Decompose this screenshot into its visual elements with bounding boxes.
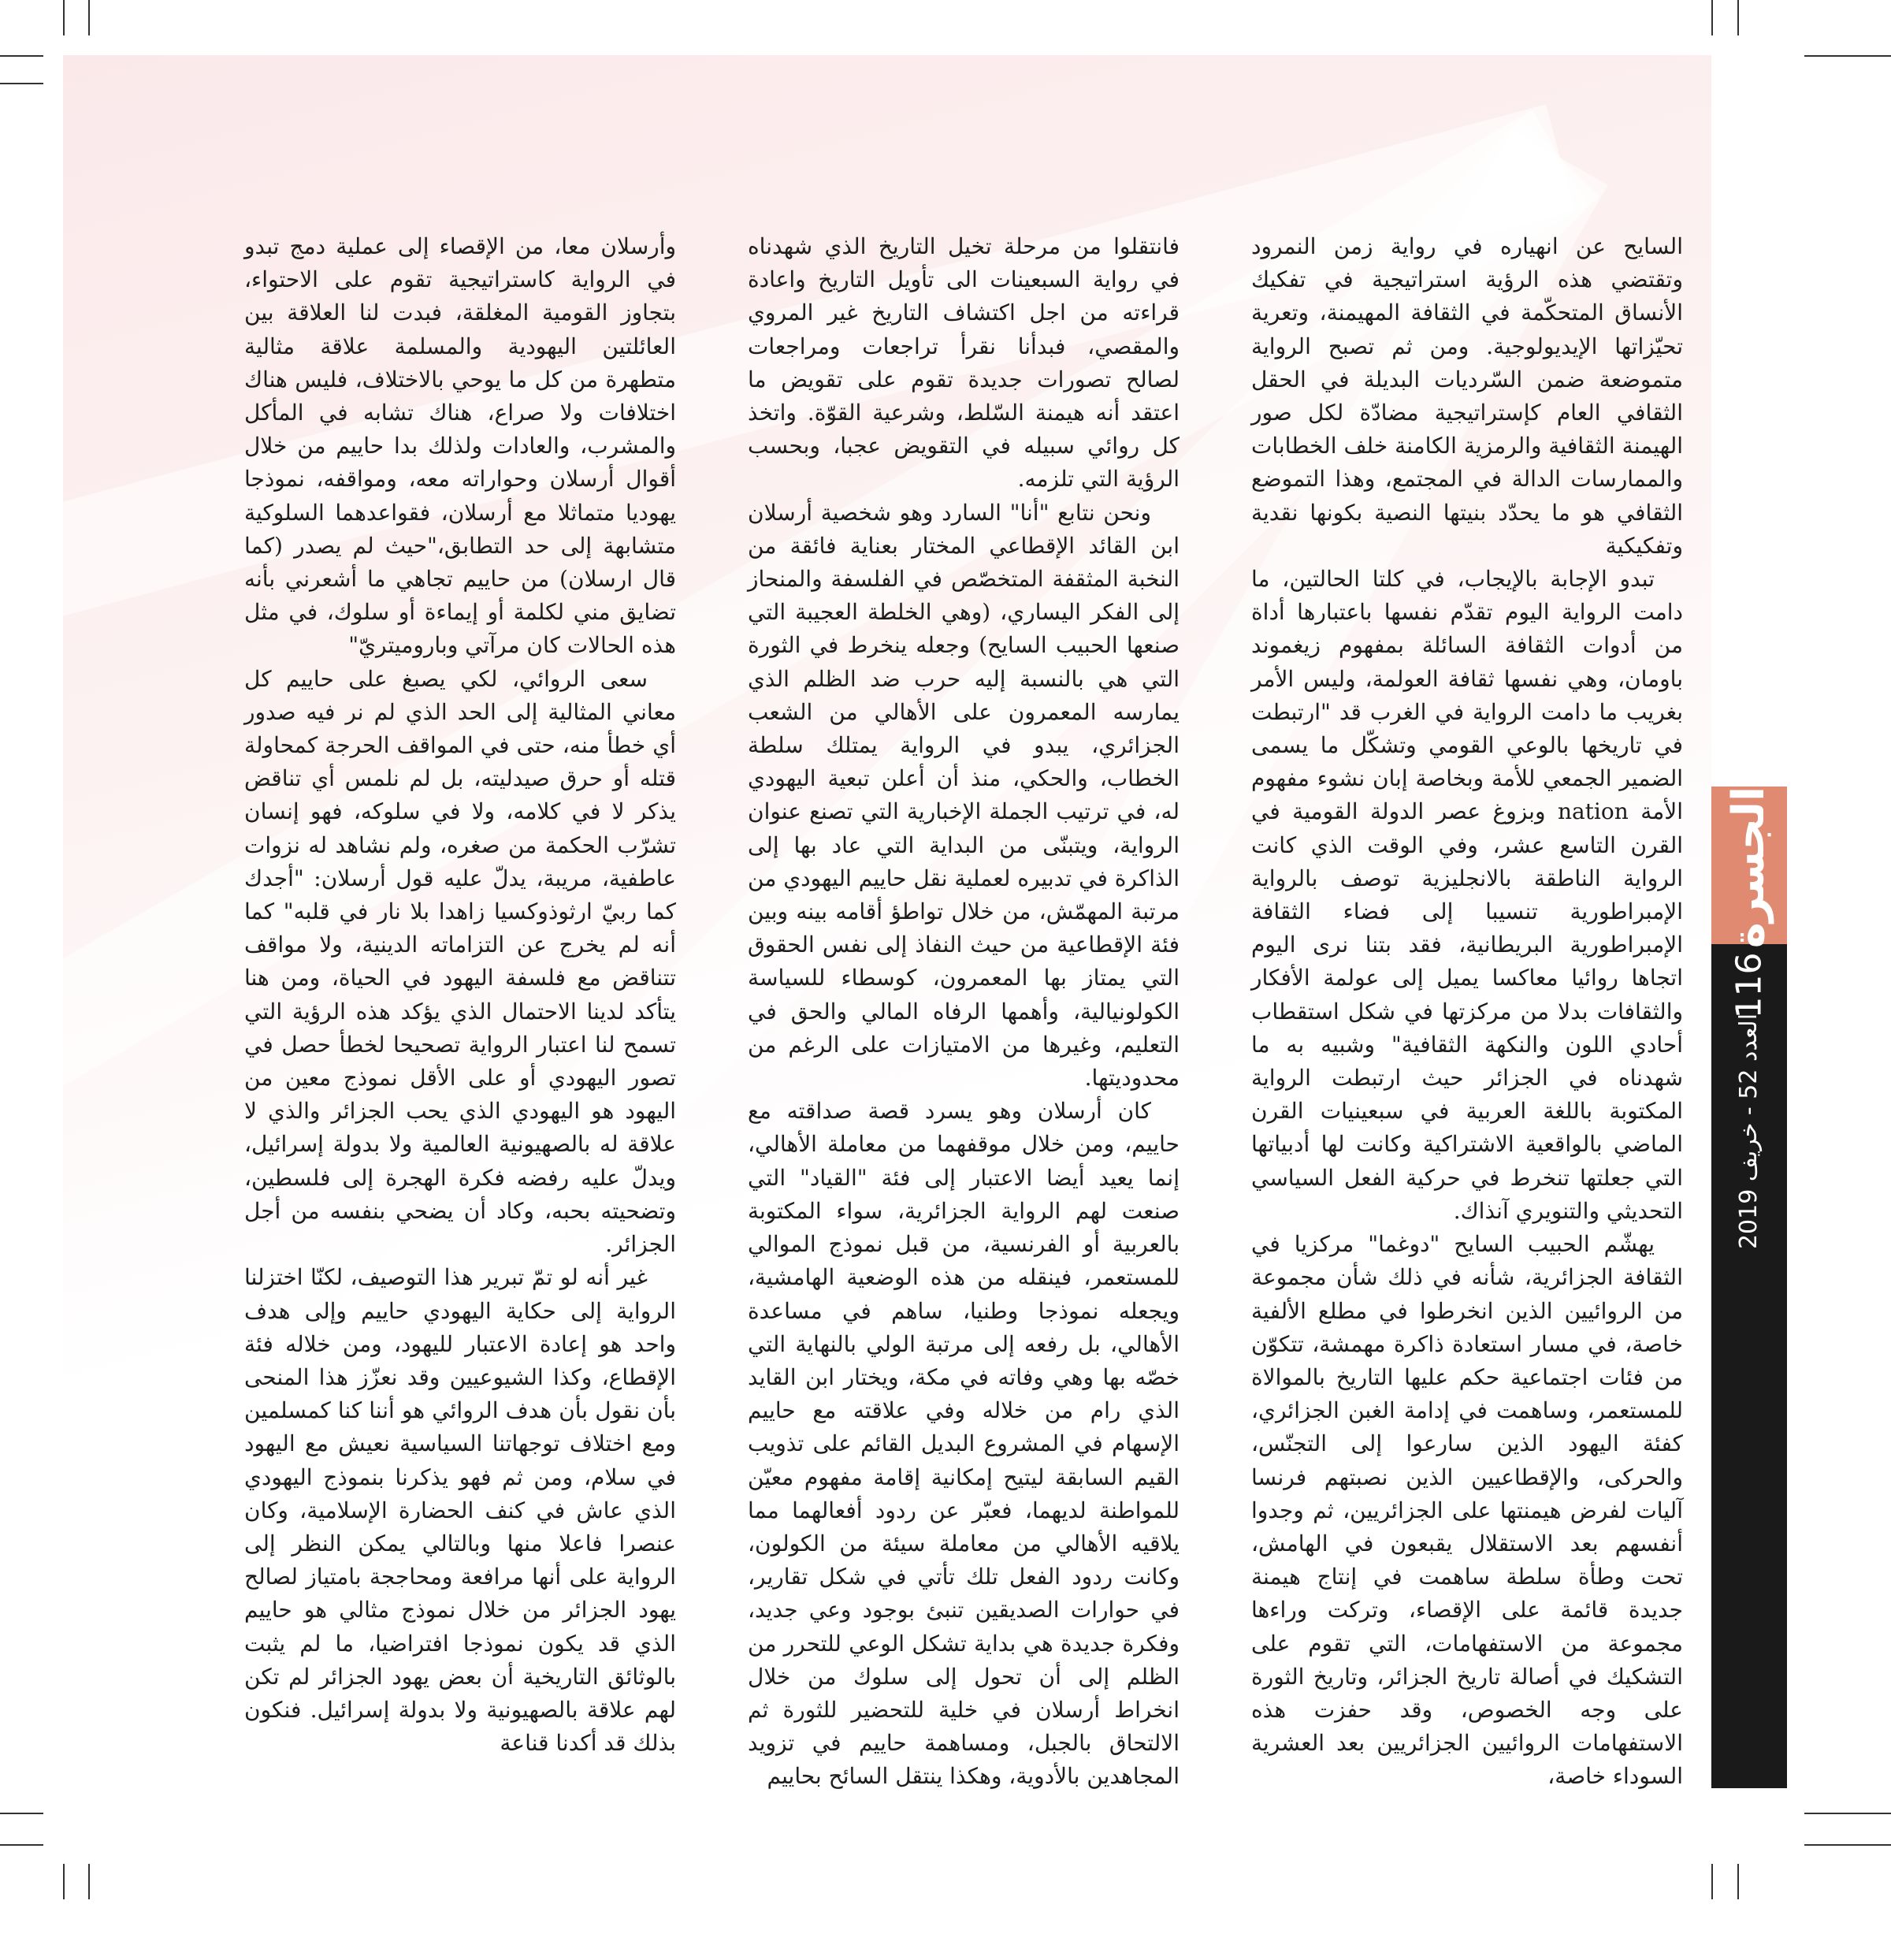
crop-mark <box>0 1813 43 1814</box>
crop-mark <box>1711 0 1713 35</box>
paragraph: يهشّم الحبيب السايح "دوغما" مركزيا في الثقافة الجزائرية، شأنه في ذلك شأن مجموعة من الروائيين الذين انخرطوا في مطلع الألفية خاصة، في مسار استعادة ذاكرة مهمشة، تتكوّن من فئات اجتماعية حكم عليها التاريخ بالموالاة للمستعمر، وساهمت في إدامة الغبن الجزائري، كفئة اليهود الذين سارعوا إلى التجنّس، والحركى، والإقطاعيين الذين نصبتهم فرنسا آليات لفرض هيمنتها على الجزائريين، ثم وجدوا أنفسهم بعد الاستقلال يقبعون في الهامش، تحت وطأة سلطة ساهمت في إنتاج هيمنة جديدة قائمة على الإقصاء، وتركت وراءها مجموعة من الاستفهامات، التي تقوم على التشكيك في أصالة تاريخ الجزائر، وتاريخ الثورة على وجه الخصوص، وقد حفزت هذه الاستفهامات الروائيين الجزائريين بعد العشرية السوداء خاصة، <box>1251 1231 1683 1790</box>
paragraph: فانتقلوا من مرحلة تخيل التاريخ الذي شهدناه في رواية السبعينات الى تأويل التاريخ واعادة قراءته من اجل اكتشاف التاريخ غير المروي والمقصي، فبدأنا نقرأ تراجعات ومراجعات لصالح تصورات جديدة تقوم على تقويض ما اعتقد أنه هيمنة السّلط، وشرعية القوّة. واتخذ كل روائي سبيله في التقويض عجبا، وبحسب الرؤية التي تلزمه. <box>748 233 1180 493</box>
crop-mark <box>1804 55 1891 57</box>
magazine-logo: الجسرة <box>1723 786 1775 948</box>
article-column-left <box>244 230 676 1757</box>
page-number: 116 <box>1729 952 1770 1018</box>
crop-mark <box>1711 1864 1713 1899</box>
article-column-right <box>1251 230 1683 1790</box>
crop-mark <box>88 0 90 35</box>
paragraph: كان أرسلان وهو يسرد قصة صداقته مع حاييم، ومن خلال موقفهما من معاملة الأهالي، إنما يعيد أيضا الاعتبار إلى فئة "القياد" التي صنعت لهم الرواية الجزائرية، سواء المكتوبة بالعربية أو الفرنسية، من قبل نموذج الموالي للمستعمر، فينقله من هذه الوضعية الهامشية، ويجعله نموذجا وطنيا، ساهم في مساعدة الأهالي، بل رفعه إلى مرتبة الولي بالنهاية التي خصّه بها وهي وفاته في مكة، ويختار ابن القايد الذي رام من خلاله وفي علاقته مع حاييم الإسهام في المشروع البديل القائم على تذويب القيم السابقة ليتيح إمكانية إقامة مفهوم معيّن للمواطنة لديهما، فعبّر عن ردود أفعالهما مما يلاقيه الأهالي من معاملة سيئة من الكولون، وكانت ردود الفعل تلك تأتي في شكل تقارير، في حوارات الصديقين تنبئ بوجود وعي جديد، وفكرة جديدة هي بداية تشكل الوعي للتحرر من الظلم إلى أن تحول إلى سلوك من خلال انخراط أرسلان في خلية للتحضير للثورة ثم الالتحاق بالجبل، ومساهمة حاييم في تزويد المجاهدين بالأدوية، وهكذا ينتقل السائح بحاييم <box>748 1098 1180 1790</box>
article-body <box>244 230 1686 1790</box>
crop-mark <box>1804 1813 1891 1814</box>
paragraph: ونحن نتابع "أنا" السارد وهو شخصية أرسلان ابن القائد الإقطاعي المختار بعناية فائقة من النخبة المثقفة المتخصّص في الفلسفة والمنحاز إلى الفكر اليساري، (وهي الخلطة العجيبة التي صنعها الحبيب السايح) وجعله ينخرط في الثورة التي هي بالنسبة إليه حرب ضد الظلم الذي يمارسه المعمرون على الأهالي من الشعب الجزائري، يبدو في الرواية يمتلك سلطة الخطاب، والحكي، منذ أن أعلن تبعية اليهودي له، في ترتيب الجملة الإخبارية التي تصنع عنوان الرواية، ويتبنّى من البداية التي عاد بها إلى الذاكرة في تدبيره لعملية نقل حاييم اليهودي من مرتبة المهمّش، من خلال تواطؤ أقامه بينه وبين فئة الإقطاعية من حيث النفاذ إلى نفس الحقوق التي يمتاز بها المعمرون، كوسطاء للسياسة الكولونيالية، وأهمها الرفاه المالي والحق في التعليم، وغيرها من الامتيازات على الرغم من محدوديتها. <box>748 499 1180 1092</box>
crop-mark <box>88 1864 90 1899</box>
crop-mark <box>1737 1864 1739 1899</box>
crop-mark <box>0 83 43 84</box>
paragraph: السايح عن انهياره في رواية زمن النمرود وتقتضي هذه الرؤية استراتيجية في تفكيك الأنساق المتحكّمة في الثقافة المهيمنة، وتعرية تحيّزاتها الإيديولوجية. ومن ثم تصبح الرواية متموضعة ضمن السّرديات البديلة في الحقل الثقافي العام كإستراتيجية مضادّة لكل صور الهيمنة الثقافية والرمزية الكامنة خلف الخطابات والممارسات الدالة في المجتمع، وهذا التموضع الثقافي هو ما يحدّد بنيتها النصية بكونها نقدية وتفكيكية <box>1251 233 1683 559</box>
issue-label: العدد 52 - خريف 2019 <box>1735 1013 1763 1249</box>
crop-mark <box>0 1844 43 1846</box>
paragraph: سعى الروائي، لكي يصبغ على حاييم كل معاني المثالية إلى الحد الذي لم نر فيه صدور أي خطأ منه، حتى في المواقف الحرجة كمحاولة قتله أو حرق صيدليته، بل لم نلمس أي تناقض يذكر لا في كلامه، ولا في سلوكه، فهو إنسان تشرّب الحكمة من صغره، ولم نشاهد له نزوات عاطفية، مريبة، يدلّ عليه قول أرسلان: "أجدك كما ربيّ ارثوذوكسيا زاهدا بلا نار في قلبه" كما أنه لم يخرج عن التزاماته الدينية، ولا مواقف تتناقض مع فلسفة اليهود في الحياة، ومن هنا يتأكد لدينا الاحتمال الذي يؤكد هذه الرؤية التي تسمح لنا اعتبار الرواية تصحيحا لخطأ حصل في تصور اليهودي أو على الأقل نموذج معين من اليهود هو اليهودي الذي يحب الجزائر والذي لا علاقة له بالصهيونية العالمية ولا بدولة إسرائيل، ويدلّ عليه رفضه فكرة الهجرة إلى فلسطين، وتضحيته بحبه، وكاد أن يضحي بنفسه من أجل الجزائر. <box>244 665 676 1258</box>
crop-mark <box>1804 1844 1891 1846</box>
article-column-middle <box>748 230 1180 1790</box>
crop-mark <box>63 0 65 35</box>
crop-mark <box>63 1864 65 1899</box>
paragraph: غير أنه لو تمّ تبرير هذا التوصيف، لكنّا اختزلنا الرواية إلى حكاية اليهودي حاييم وإلى هدف واحد هو إعادة الاعتبار لليهود، ومن خلاله فئة الإقطاع، وكذا الشيوعيين وقد نعزّز هذا المنحى بأن نقول بأن هدف الروائي هو أننا كنا كمسلمين ومع اختلاف توجهاتنا السياسية نعيش مع اليهود في سلام، ومن ثم فهو يذكرنا بنموذج اليهودي الذي عاش في كنف الحضارة الإسلامية، وكان عنصرا فاعلا منها وبالتالي يمكن النظر إلى الرواية على أنها مرافعة ومحاججة بامتياز لصالح يهود الجزائر من خلال نموذج مثالي هو حاييم الذي قد يكون نموذجا افتراضيا، ما لم يثبت بالوثائق التاريخية أن بعض يهود الجزائر لم تكن لهم علاقة بالصهيونية ولا بدولة إسرائيل. فنكون بذلك قد أكدنا قناعة <box>244 1264 676 1757</box>
crop-mark <box>0 55 43 57</box>
paragraph: تبدو الإجابة بالإيجاب، في كلتا الحالتين، ما دامت الرواية اليوم تقدّم نفسها باعتبارها أداة من أدوات الثقافة السائلة بمفهوم زيغموند باومان، وهي نفسها ثقافة العولمة، وليس الأمر بغريب ما دامت الرواية في الغرب قد "ارتبطت في تاريخها بالوعي القومي وتشكّل ما يسمى الضمير الجمعي للأمة وبخاصة إبان نشوء مفهوم الأمة nation وبزوغ عصر الدولة القومية في القرن التاسع عشر، وفي الوقت الذي كانت الرواية الناطقة بالانجليزية توصف بالرواية الإمبراطورية تنسيبا إلى فضاء الثقافة الإمبراطورية البريطانية، فقد بتنا نرى اليوم اتجاها روائيا معاكسا يميل إلى عولمة الأفكار والثقافات بدلا من مركزتها في شكل استقطاب أحادي اللون والنكهة الثقافية" وشبيه به ما شهدناه في الجزائر حيث ارتبطت الرواية المكتوبة باللغة العربية في سبعينيات القرن الماضي بالواقعية الاشتراكية وكانت لها أدبياتها التي جعلتها تنخرط في حركية الفعل السياسي التحديثي والتنويري آنذاك. <box>1251 566 1683 1224</box>
paragraph: وأرسلان معا، من الإقصاء إلى عملية دمج تبدو في الرواية كاستراتيجية تقوم على الاحتواء، بتجاوز القومية المغلقة، فبدت لنا العلاقة بين العائلتين اليهودية والمسلمة علاقة مثالية متطهرة من كل ما يوحي بالاختلاف، فليس هناك اختلافات ولا صراع، هناك تشابه في المأكل والمشرب، والعادات ولذلك بدا حاييم من خلال أقوال أرسلان وحواراته معه، ومواقفه، نموذجا يهوديا متماثلا مع أرسلان، فقواعدهما السلوكية متشابهة إلى حد التطابق،"حيث لم يصدر (كما قال ارسلان) من حاييم تجاهي ما أشعرني بأنه تضايق مني لكلمة أو إيماءة أو سلوك، في مثل هذه الحالات كان مرآتي وباروميتريّ" <box>244 233 676 659</box>
crop-mark <box>1737 0 1739 35</box>
